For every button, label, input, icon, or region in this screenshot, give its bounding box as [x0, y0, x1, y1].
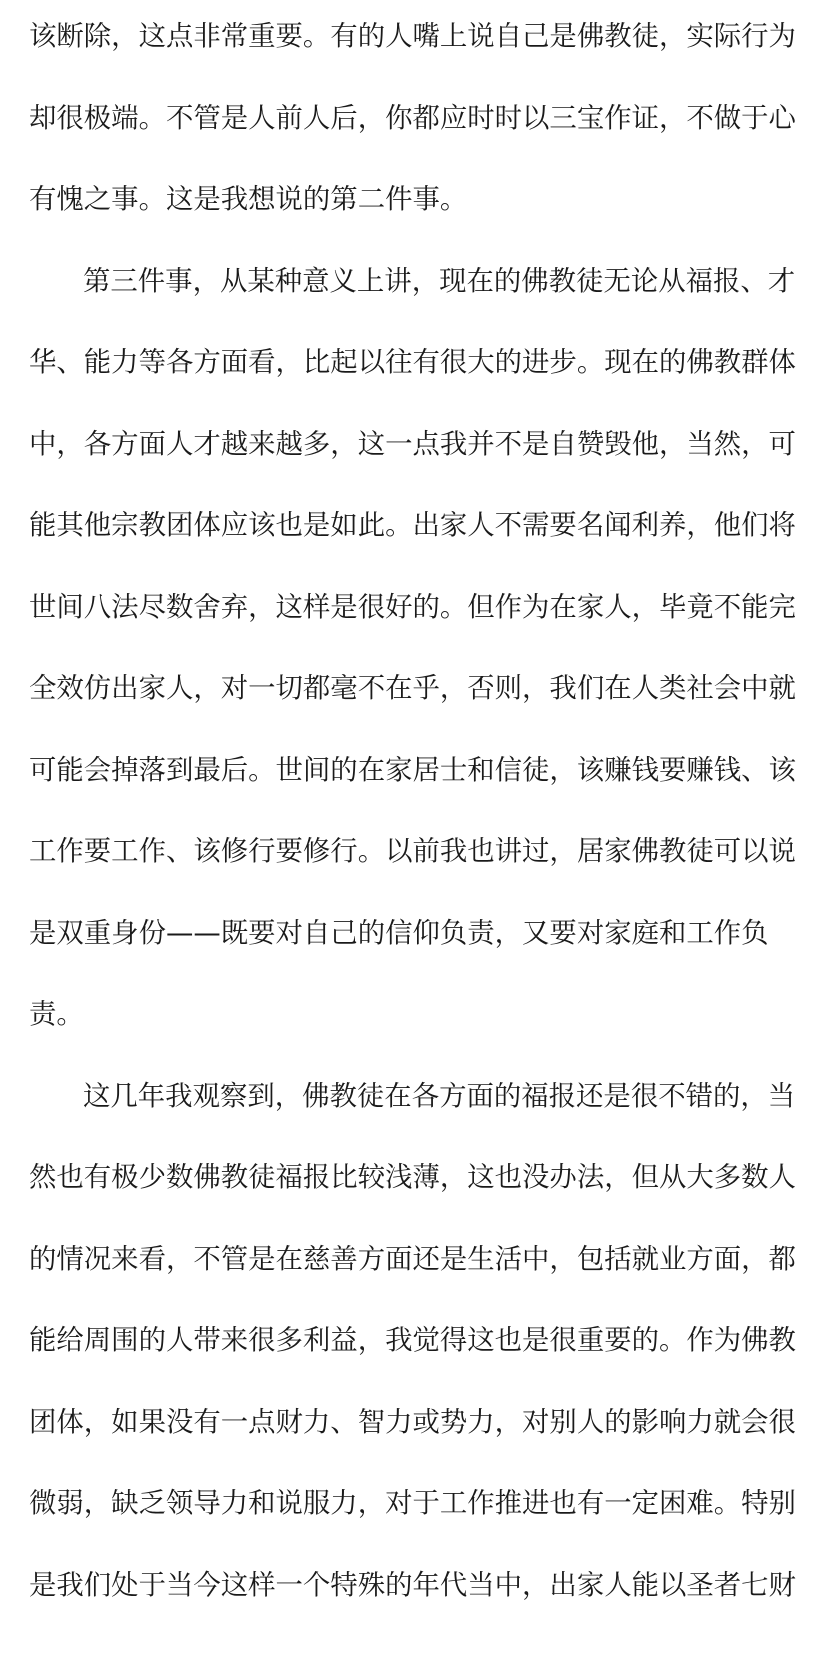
text-line: 是双重身份——既要对自己的信仰负责，又要对家庭和工作负: [29, 918, 769, 949]
text-line: 团体，如果没有一点财力、智力或势力，对别人的影响力就会很: [29, 1407, 796, 1438]
text-line: 工作要工作、该修行要修行。以前我也讲过，居家佛教徒可以说: [29, 836, 796, 867]
text-line: 是我们处于当今这样一个特殊的年代当中，出家人能以圣者七财: [29, 1570, 796, 1601]
text-line: 然也有极少数佛教徒福报比较浅薄，这也没办法，但从大多数人: [29, 1162, 796, 1193]
text-line: 该断除，这点非常重要。有的人嘴上说自己是佛教徒，实际行为: [29, 21, 796, 52]
paragraph-start-line: 这几年我观察到，佛教徒在各方面的福报还是很不错的，当: [83, 1081, 796, 1112]
text-line: 华、能力等各方面看，比起以往有很大的进步。现在的佛教群体: [29, 347, 796, 378]
text-line: 却很极端。不管是人前人后，你都应时时以三宝作证，不做于心: [29, 103, 796, 134]
text-line: 可能会掉落到最后。世间的在家居士和信徒，该赚钱要赚钱、该: [29, 755, 796, 786]
text-line: 能给周围的人带来很多利益，我觉得这也是很重要的。作为佛教: [29, 1325, 796, 1356]
text-line: 微弱，缺乏领导力和说服力，对于工作推进也有一定困难。特别: [29, 1488, 796, 1519]
text-line: 世间八法尽数舍弃，这样是很好的。但作为在家人，毕竟不能完: [29, 592, 796, 623]
paragraph-start-line: 第三件事，从某种意义上讲，现在的佛教徒无论从福报、才: [83, 266, 796, 297]
text-line: 责。: [29, 999, 84, 1030]
text-line: 中，各方面人才越来越多，这一点我并不是自赞毁他，当然，可: [29, 429, 796, 460]
text-line: 有愧之事。这是我想说的第二件事。: [29, 184, 468, 215]
text-line: 全效仿出家人，对一切都毫不在乎，否则，我们在人类社会中就: [29, 673, 796, 704]
text-line: 能其他宗教团体应该也是如此。出家人不需要名闻利养，他们将: [29, 510, 796, 541]
text-line: 的情况来看，不管是在慈善方面还是生活中，包括就业方面，都: [29, 1244, 796, 1275]
